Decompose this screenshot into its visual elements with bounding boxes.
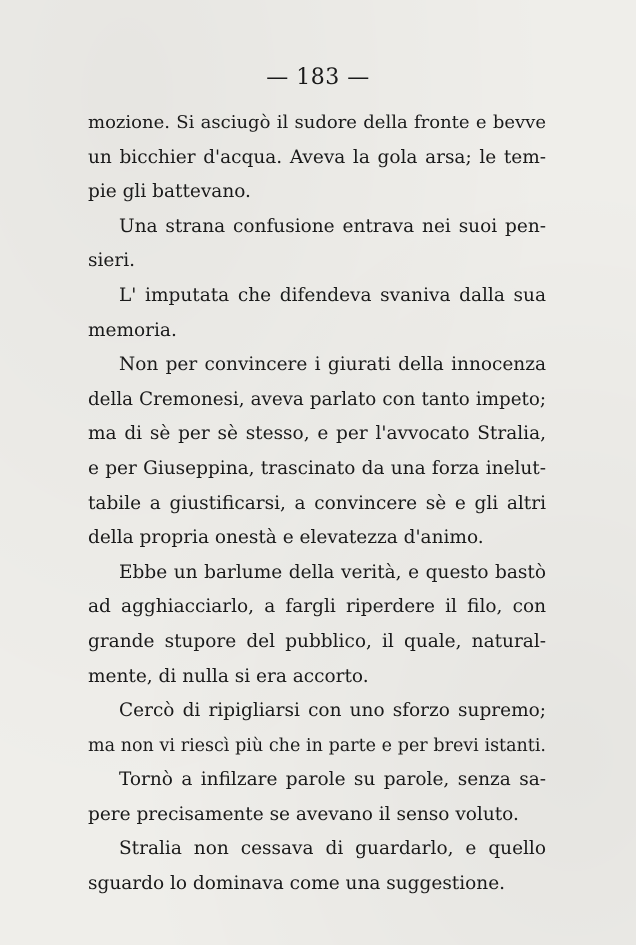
text-line: Tornò a infilzare parole su parole, senza sa- (119, 769, 546, 791)
text-line: Ebbe un barlume della verità, e questo bastò (119, 561, 546, 583)
text-line: mozione. Si asciugò il sudore della fronte e bevve (88, 112, 546, 133)
text-line: sguardo lo dominava come una suggestione. (88, 873, 506, 895)
text-line: Stralia non cessava di guardarlo, e quello (119, 838, 546, 860)
text-line: memoria. (88, 319, 177, 341)
text-line: della propria onestà e elevatezza d'animo. (88, 527, 484, 549)
text-line: Non per convincere i giurati della innocenza (119, 354, 546, 376)
text-line: Una strana confusione entrava nei suoi pen- (119, 215, 546, 237)
text-line: grande stupore del pubblico, il quale, natural- (88, 630, 546, 652)
text-line: della Cremonesi, aveva parlato con tanto impeto; (88, 388, 546, 410)
text-line: ad agghiacciarlo, a fargli riperdere il filo, con (88, 596, 546, 618)
body-text (88, 106, 546, 902)
text-line: mente, di nulla si era accorto. (88, 665, 369, 687)
text-line: pie gli battevano. (88, 181, 251, 203)
text-line: L' imputata che difendeva svaniva dalla sua (119, 284, 546, 306)
text-line: e per Giuseppina, trascinato da una forza inelut- (88, 457, 546, 479)
text-line: sieri. (88, 250, 135, 272)
text-line: Cercò di ripigliarsi con uno sforzo supremo; (119, 700, 546, 722)
text-line: ma non vi riescì più che in parte e per brevi istanti. (88, 735, 546, 756)
text-line: tabile a giustificarsi, a convincere sè e gli altri (88, 492, 546, 514)
page-number: — 183 — (266, 65, 370, 90)
text-line: ma di sè per sè stesso, e per l'avvocato Stralia, (88, 423, 546, 445)
text-line: pere precisamente se avevano il senso voluto. (88, 803, 519, 825)
text-line: un bicchier d'acqua. Aveva la gola arsa; le tem- (88, 146, 546, 168)
